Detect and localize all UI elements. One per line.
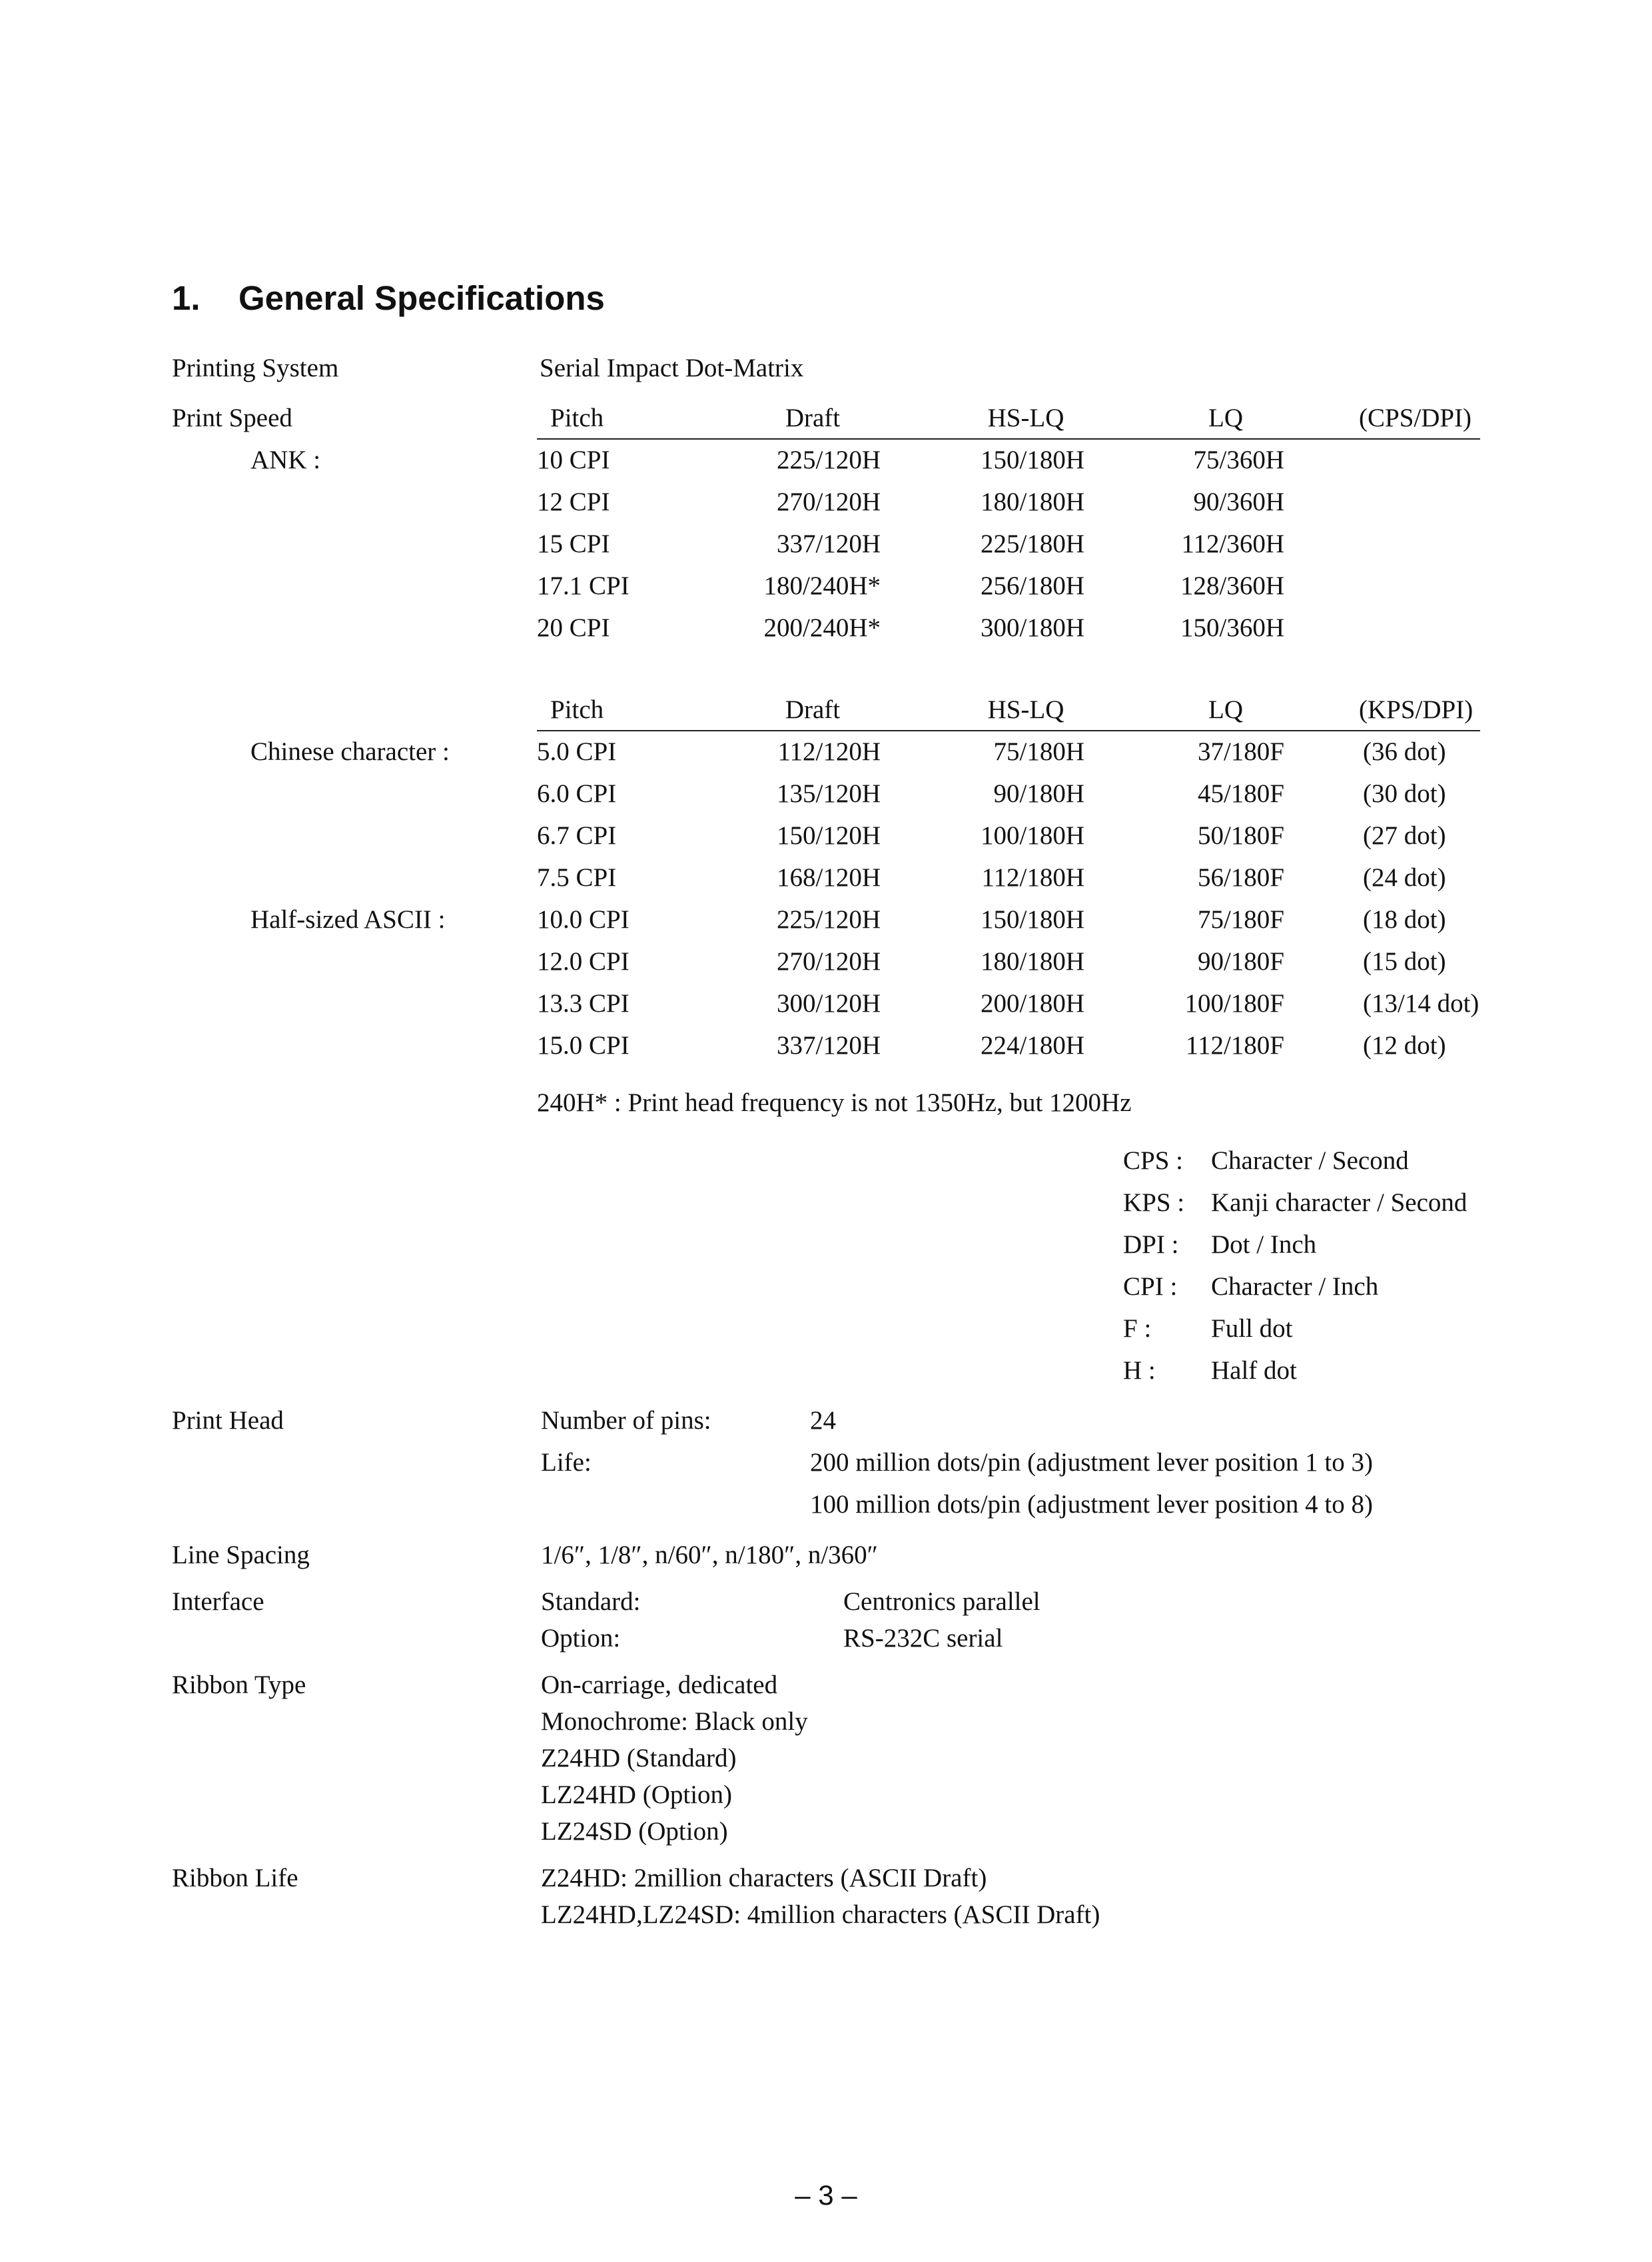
kanji-header-draft: Draft: [785, 695, 841, 724]
kanji-row-3-hslq: 100/180H: [981, 821, 1084, 850]
ank-row-4-hslq: 256/180H: [981, 571, 1084, 600]
kanji-row-2-pitch: 6.0 CPI: [537, 779, 617, 808]
legend-abbr-h: H :: [1123, 1356, 1156, 1385]
kanji-row-4-lq: 56/180F: [1197, 863, 1284, 892]
ank-row-5-hslq: 300/180H: [981, 613, 1084, 642]
pins-label: Number of pins:: [541, 1406, 711, 1435]
kanji-row-2-draft: 135/120H: [777, 779, 881, 808]
page-number: – 3 –: [795, 2179, 857, 2211]
ank-row-4-draft: 180/240H*: [763, 571, 881, 600]
kanji-row-7-pitch: 13.3 CPI: [537, 989, 629, 1018]
ank-row-2-hslq: 180/180H: [981, 488, 1084, 516]
legend-meaning-cpi: Character / Inch: [1211, 1272, 1379, 1301]
line-spacing-value: 1/6″, 1/8″, n/60″, n/180″, n/360″: [541, 1541, 878, 1569]
ank-row-4-pitch: 17.1 CPI: [537, 571, 629, 600]
interface-standard-label: Standard:: [541, 1587, 641, 1616]
life-value-2: 100 million dots/pin (adjustment lever position 4 to 8): [810, 1490, 1373, 1519]
ribbon-type-line-2: Monochrome: Black only: [541, 1707, 808, 1736]
kanji-row-6-dots: (15 dot): [1363, 947, 1446, 976]
interface-option-value: RS-232C serial: [843, 1624, 1003, 1653]
ank-header-hslq: HS-LQ: [987, 404, 1064, 432]
kanji-row-1-dots: (36 dot): [1363, 737, 1446, 766]
ribbon-life-line-1: Z24HD: 2million characters (ASCII Draft): [541, 1864, 987, 1892]
kanji-row-6-pitch: 12.0 CPI: [537, 947, 629, 976]
ank-row-5-draft: 200/240H*: [763, 613, 881, 642]
legend-meaning-cps: Character / Second: [1211, 1146, 1409, 1175]
line-spacing-label: Line Spacing: [172, 1541, 310, 1569]
ank-row-1-lq: 75/360H: [1193, 446, 1284, 474]
frequency-note: 240H* : Print head frequency is not 1350Hz, but 1200Hz: [537, 1088, 1132, 1117]
section-title: General Specifications: [238, 279, 605, 317]
life-value-1: 200 million dots/pin (adjustment lever position 1 to 3): [810, 1448, 1373, 1477]
ank-header-draft: Draft: [785, 404, 841, 432]
kanji-row-4-dots: (24 dot): [1363, 863, 1446, 892]
legend-abbr-cps: CPS :: [1123, 1146, 1183, 1175]
kanji-header-lq: LQ: [1208, 695, 1243, 724]
kanji-row-2-dots: (30 dot): [1363, 779, 1446, 808]
kanji-row-8-draft: 337/120H: [777, 1031, 881, 1060]
print-speed-label: Print Speed: [172, 404, 292, 432]
ank-row-3-lq: 112/360H: [1181, 530, 1284, 558]
kanji-row-7-hslq: 200/180H: [981, 989, 1084, 1018]
ank-row-1-draft: 225/120H: [777, 446, 881, 474]
kanji-header-pitch: Pitch: [550, 695, 604, 724]
kanji-row-6-draft: 270/120H: [777, 947, 881, 976]
kanji-row-2-lq: 45/180F: [1197, 779, 1284, 808]
kanji-row-1-lq: 37/180F: [1197, 737, 1284, 766]
ank-row-1-hslq: 150/180H: [981, 446, 1084, 474]
kanji-row-7-dots: (13/14 dot): [1363, 989, 1479, 1018]
kanji-row-8-hslq: 224/180H: [981, 1031, 1084, 1060]
ank-label: ANK :: [250, 446, 321, 474]
kanji-row-3-lq: 50/180F: [1197, 821, 1284, 850]
section-heading: [172, 278, 605, 318]
ank-row-3-hslq: 225/180H: [981, 530, 1084, 558]
ank-row-5-pitch: 20 CPI: [537, 613, 610, 642]
kanji-row-5-pitch: 10.0 CPI: [537, 905, 629, 934]
ank-row-2-pitch: 12 CPI: [537, 488, 610, 516]
legend-meaning-f: Full dot: [1211, 1314, 1293, 1343]
kanji-row-5-draft: 225/120H: [777, 905, 881, 934]
kanji-row-7-draft: 300/120H: [777, 989, 881, 1018]
kanji-row-5-lq: 75/180F: [1197, 905, 1284, 934]
kanji-header-unit: (KPS/DPI): [1359, 695, 1473, 724]
legend-meaning-dpi: Dot / Inch: [1211, 1230, 1317, 1259]
ribbon-type-line-5: LZ24SD (Option): [541, 1817, 728, 1846]
kanji-row-8-dots: (12 dot): [1363, 1031, 1446, 1060]
legend-abbr-kps: KPS :: [1123, 1188, 1185, 1217]
ank-row-1-pitch: 10 CPI: [537, 446, 610, 474]
kanji-row-8-pitch: 15.0 CPI: [537, 1031, 629, 1060]
printing-system-value: Serial Impact Dot-Matrix: [540, 354, 804, 382]
kanji-row-1-pitch: 5.0 CPI: [537, 737, 617, 766]
ank-row-3-draft: 337/120H: [777, 530, 881, 558]
ank-row-2-lq: 90/360H: [1193, 488, 1284, 516]
kanji-row-4-pitch: 7.5 CPI: [537, 863, 617, 892]
legend-meaning-kps: Kanji character / Second: [1211, 1188, 1467, 1217]
kanji-row-8-lq: 112/180F: [1185, 1031, 1284, 1060]
life-label: Life:: [541, 1448, 592, 1477]
ribbon-type-line-1: On-carriage, dedicated: [541, 1671, 778, 1699]
kanji-header-rule: [537, 730, 1480, 731]
section-number: 1.: [172, 279, 201, 317]
kanji-row-4-draft: 168/120H: [777, 863, 881, 892]
ank-header-lq: LQ: [1208, 404, 1243, 432]
ank-row-5-lq: 150/360H: [1180, 613, 1284, 642]
kanji-header-hslq: HS-LQ: [987, 695, 1064, 724]
chinese-character-label: Chinese character :: [250, 737, 450, 766]
legend-meaning-h: Half dot: [1211, 1356, 1297, 1385]
ank-header-rule: [537, 438, 1480, 440]
ribbon-type-line-4: LZ24HD (Option): [541, 1780, 733, 1809]
ribbon-life-label: Ribbon Life: [172, 1864, 298, 1892]
printing-system-label: Printing System: [172, 354, 339, 382]
ribbon-type-line-3: Z24HD (Standard): [541, 1744, 737, 1772]
kanji-row-6-hslq: 180/180H: [981, 947, 1084, 976]
half-sized-ascii-label: Half-sized ASCII :: [250, 905, 446, 934]
ribbon-life-line-2: LZ24HD,LZ24SD: 4million characters (ASCII Draft): [541, 1900, 1100, 1929]
interface-standard-value: Centronics parallel: [843, 1587, 1040, 1616]
kanji-row-1-hslq: 75/180H: [993, 737, 1084, 766]
print-head-label: Print Head: [172, 1406, 284, 1435]
kanji-row-5-dots: (18 dot): [1363, 905, 1446, 934]
interface-label: Interface: [172, 1587, 264, 1616]
kanji-row-7-lq: 100/180F: [1184, 989, 1284, 1018]
kanji-row-2-hslq: 90/180H: [993, 779, 1084, 808]
ank-header-unit: (CPS/DPI): [1359, 404, 1472, 432]
interface-option-label: Option:: [541, 1624, 621, 1653]
ank-header-pitch: Pitch: [550, 404, 604, 432]
kanji-row-6-lq: 90/180F: [1197, 947, 1284, 976]
ribbon-type-label: Ribbon Type: [172, 1671, 306, 1699]
ank-row-4-lq: 128/360H: [1180, 571, 1284, 600]
kanji-row-3-dots: (27 dot): [1363, 821, 1446, 850]
kanji-row-3-pitch: 6.7 CPI: [537, 821, 617, 850]
kanji-row-1-draft: 112/120H: [777, 737, 881, 766]
kanji-row-5-hslq: 150/180H: [981, 905, 1084, 934]
legend-abbr-cpi: CPI :: [1123, 1272, 1178, 1301]
ank-row-3-pitch: 15 CPI: [537, 530, 610, 558]
pins-value: 24: [810, 1406, 836, 1435]
kanji-row-4-hslq: 112/180H: [981, 863, 1084, 892]
kanji-row-3-draft: 150/120H: [777, 821, 881, 850]
ank-row-2-draft: 270/120H: [777, 488, 881, 516]
legend-abbr-dpi: DPI :: [1123, 1230, 1179, 1259]
legend-abbr-f: F :: [1123, 1314, 1152, 1343]
